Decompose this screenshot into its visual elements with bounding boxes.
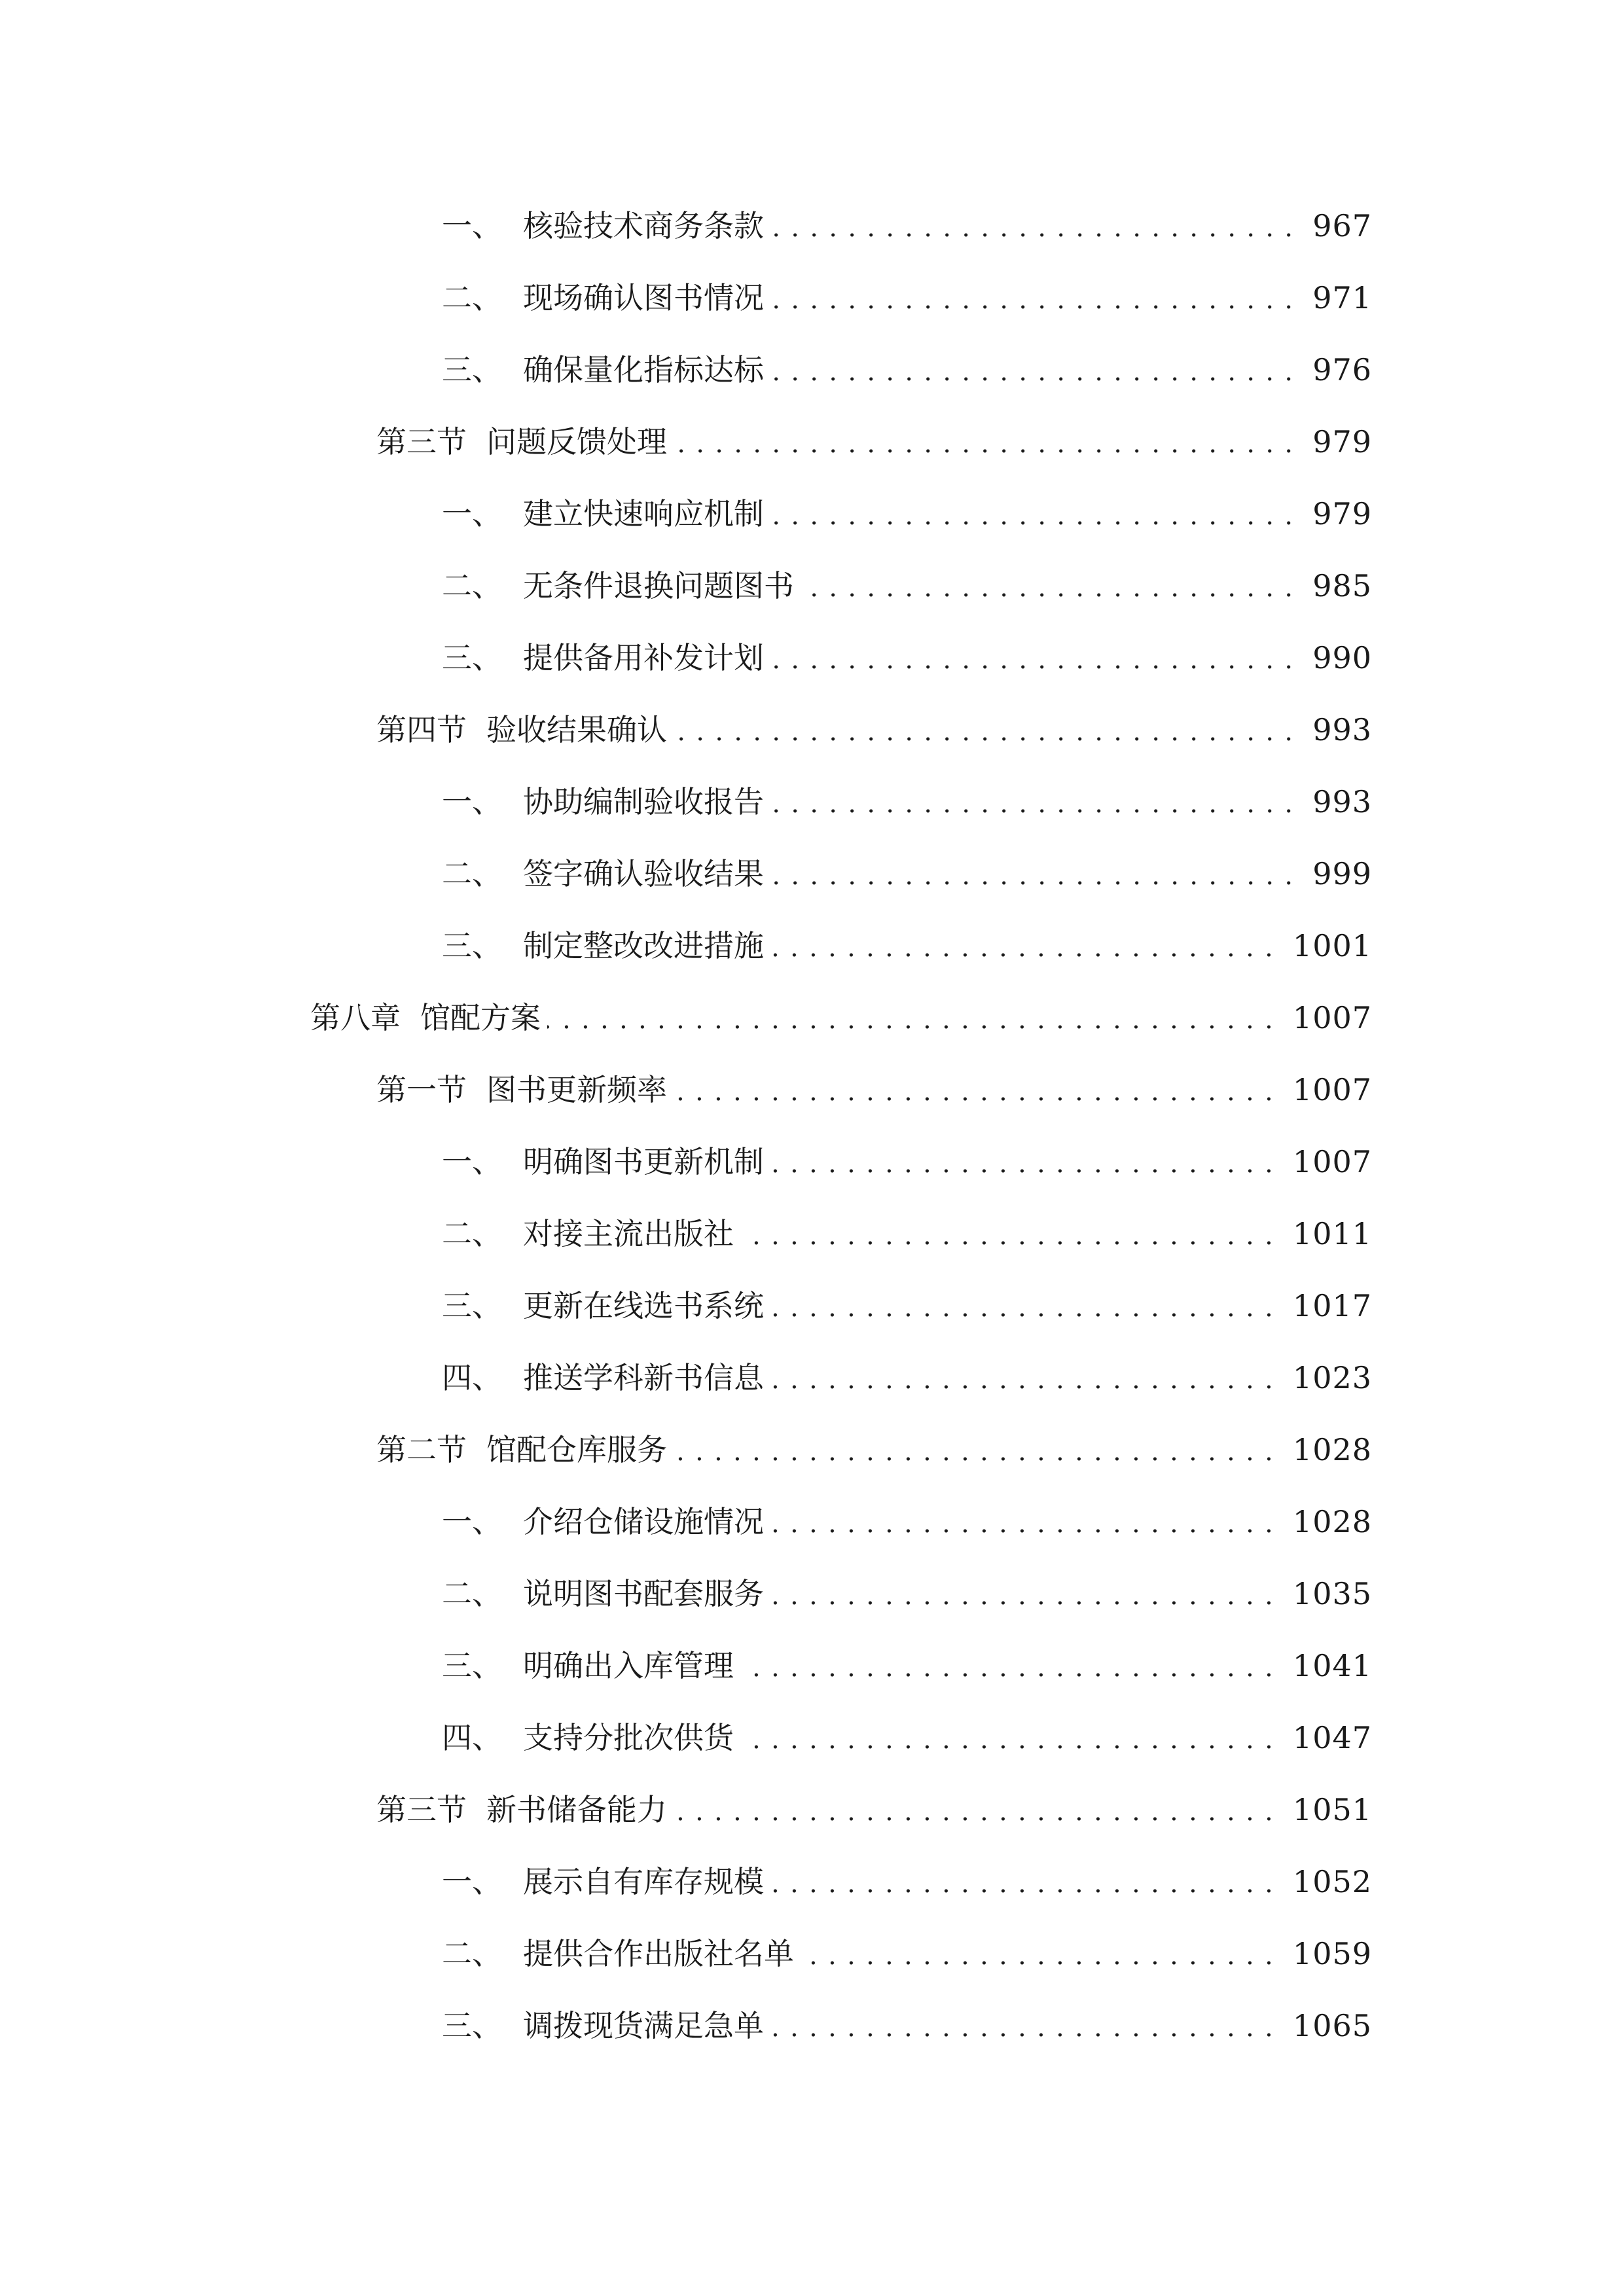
- toc-entry-item[interactable]: [0, 478, 1624, 550]
- toc-entry-label: 第一节: [376, 1072, 467, 1107]
- toc-entry-item[interactable]: [0, 1270, 1624, 1342]
- toc-entry-section[interactable]: [0, 694, 1624, 766]
- toc-entry-item[interactable]: [0, 334, 1624, 406]
- toc-entry-item[interactable]: [0, 550, 1624, 622]
- toc-entry-page-number[interactable]: 993: [1312, 712, 1372, 747]
- toc-entry-title[interactable]: 推送学科新书信息: [523, 1360, 764, 1395]
- toc-entry-title[interactable]: 签字确认验收结果: [523, 856, 764, 891]
- toc-entry-line: [442, 352, 1372, 387]
- toc-entry-section[interactable]: [0, 1414, 1624, 1486]
- dot-leader: [770, 1600, 1278, 1605]
- toc-entry-page-number[interactable]: 979: [1312, 496, 1372, 531]
- toc-entry-label: 二、: [442, 856, 502, 891]
- toc-entry-line: [442, 1720, 1372, 1755]
- toc-entry-line: [442, 2008, 1372, 2043]
- toc-entry-line: [442, 928, 1372, 963]
- toc-entry-page-number[interactable]: 976: [1312, 352, 1372, 387]
- toc-entry-item[interactable]: [0, 910, 1624, 982]
- dot-leader: [770, 1312, 1278, 1318]
- toc-entry-title[interactable]: 调拨现货满足急单: [523, 2008, 764, 2043]
- toc-entry-title[interactable]: 介绍仓储设施情况: [523, 1504, 764, 1539]
- dot-leader: [770, 1888, 1278, 1893]
- toc-entry-page-number[interactable]: 1007: [1292, 1072, 1372, 1107]
- dot-leader: [801, 1960, 1278, 1965]
- toc-entry-label: 三、: [442, 352, 502, 387]
- dot-leader: [740, 1672, 1278, 1677]
- toc-entry-label: 二、: [442, 1936, 502, 1971]
- toc-entry-section[interactable]: [0, 406, 1624, 478]
- toc-entry-page-number[interactable]: 1065: [1292, 2008, 1372, 2043]
- toc-entry-label: 一、: [442, 1864, 502, 1899]
- toc-entry-title[interactable]: 明确图书更新机制: [523, 1144, 764, 1179]
- toc-entry-label: 第八章: [310, 1000, 401, 1035]
- toc-entry-item[interactable]: [0, 622, 1624, 694]
- toc-entry-label: 第四节: [376, 712, 467, 747]
- toc-entry-page-number[interactable]: 1007: [1292, 1000, 1372, 1035]
- toc-entry-title[interactable]: 验收结果确认: [486, 712, 667, 747]
- toc-entry-item[interactable]: [0, 1198, 1624, 1270]
- toc-entry-label: 三、: [442, 928, 502, 963]
- toc-entry-item[interactable]: [0, 1630, 1624, 1702]
- toc-entry-page-number[interactable]: 993: [1312, 784, 1372, 819]
- dot-leader: [801, 592, 1298, 598]
- toc-entry-line: [376, 712, 1372, 747]
- toc-entry-item[interactable]: [0, 1846, 1624, 1918]
- toc-entry-line: [376, 1792, 1372, 1827]
- toc-entry-title[interactable]: 提供合作出版社名单: [523, 1936, 794, 1971]
- toc-entry-chapter[interactable]: [0, 982, 1624, 1054]
- toc-entry-section[interactable]: [0, 1054, 1624, 1126]
- toc-entry-item[interactable]: [0, 1486, 1624, 1558]
- toc-entry-label: 三、: [442, 640, 502, 675]
- toc-entry-label: 四、: [442, 1360, 502, 1395]
- toc-entry-label: 二、: [442, 1576, 502, 1611]
- dot-leader: [547, 1024, 1278, 1030]
- toc-entry-title[interactable]: 确保量化指标达标: [523, 352, 764, 387]
- toc-entry-page-number[interactable]: 1028: [1292, 1504, 1372, 1539]
- dot-leader: [740, 1240, 1278, 1246]
- toc-entry-page-number[interactable]: 1052: [1292, 1864, 1372, 1899]
- toc-entry-item[interactable]: [0, 1342, 1624, 1414]
- toc-entry-title[interactable]: 对接主流出版社: [523, 1216, 734, 1251]
- toc-entry-item[interactable]: [0, 1918, 1624, 1990]
- dot-leader: [770, 880, 1298, 886]
- dot-leader: [770, 304, 1298, 310]
- toc-entry-page-number[interactable]: 1041: [1292, 1648, 1372, 1683]
- toc-entry-line: [376, 1432, 1372, 1467]
- toc-entry-line: [376, 1072, 1372, 1107]
- toc-entry-item[interactable]: [0, 838, 1624, 910]
- toc-entry-line: [376, 424, 1372, 459]
- toc-entry-label: 二、: [442, 1216, 502, 1251]
- toc-entry-line: [442, 1504, 1372, 1539]
- dot-leader: [770, 1528, 1278, 1534]
- dot-leader: [770, 520, 1298, 526]
- toc-entry-title[interactable]: 图书更新频率: [486, 1072, 667, 1107]
- toc-entry-label: 第二节: [376, 1432, 467, 1467]
- toc-entry-label: 四、: [442, 1720, 502, 1755]
- toc-entry-title[interactable]: 提供备用补发计划: [523, 640, 764, 675]
- toc-entry-page-number[interactable]: 1028: [1292, 1432, 1372, 1467]
- dot-leader: [770, 808, 1298, 814]
- toc-entry-item[interactable]: [0, 766, 1624, 838]
- toc-entry-page-number[interactable]: 1017: [1292, 1288, 1372, 1323]
- toc-entry-label: 二、: [442, 568, 502, 603]
- dot-leader: [770, 2032, 1278, 2037]
- toc-entry-line: [442, 208, 1372, 243]
- toc-entry-item[interactable]: [0, 1702, 1624, 1774]
- toc-entry-line: [442, 1288, 1372, 1323]
- dot-leader: [740, 1744, 1278, 1749]
- toc-entry-page-number[interactable]: 1035: [1292, 1576, 1372, 1611]
- toc-entry-title[interactable]: 新书储备能力: [486, 1792, 667, 1827]
- toc-entry-line: [310, 1000, 1372, 1035]
- toc-entry-label: 三、: [442, 1648, 502, 1683]
- toc-entry-title[interactable]: 制定整改改进措施: [523, 928, 764, 963]
- toc-entry-label: 一、: [442, 1504, 502, 1539]
- toc-entry-line: [442, 1576, 1372, 1611]
- toc-entry-label: 一、: [442, 496, 502, 531]
- toc-entry-line: [442, 640, 1372, 675]
- dot-leader: [770, 376, 1298, 382]
- toc-entry-line: [442, 1360, 1372, 1395]
- toc-entry-item[interactable]: [0, 1126, 1624, 1198]
- toc-entry-label: 一、: [442, 208, 502, 243]
- toc-entry-label: 第三节: [376, 1792, 467, 1827]
- toc-entry-title[interactable]: 展示自有库存规模: [523, 1864, 764, 1899]
- toc-entry-title[interactable]: 核验技术商务条款: [523, 208, 764, 243]
- toc-entry-label: 三、: [442, 1288, 502, 1323]
- toc-entry-title[interactable]: 说明图书配套服务: [523, 1576, 764, 1611]
- toc-entry-item[interactable]: [0, 1558, 1624, 1630]
- toc-entry-title[interactable]: 更新在线选书系统: [523, 1288, 764, 1323]
- toc-entry-line: [442, 1648, 1372, 1683]
- toc-entry-title[interactable]: 协助编制验收报告: [523, 784, 764, 819]
- dot-leader: [674, 736, 1298, 742]
- toc-entry-line: [442, 496, 1372, 531]
- toc-entry-page-number[interactable]: 1001: [1292, 928, 1372, 963]
- toc-entry-item[interactable]: [0, 1990, 1624, 2062]
- toc-entry-page-number[interactable]: 1051: [1292, 1792, 1372, 1827]
- toc-entry-page-number[interactable]: 967: [1312, 208, 1372, 243]
- dot-leader: [674, 1816, 1278, 1821]
- toc-entry-page-number[interactable]: 979: [1312, 424, 1372, 459]
- toc-entry-line: [442, 1216, 1372, 1251]
- toc-entry-item[interactable]: [0, 190, 1624, 262]
- toc-entry-title[interactable]: 问题反馈处理: [486, 424, 667, 459]
- toc-entry-section[interactable]: [0, 1774, 1624, 1846]
- toc-entry-line: [442, 856, 1372, 891]
- toc-entry-title[interactable]: 明确出入库管理: [523, 1648, 734, 1683]
- table-of-contents: [0, 190, 1624, 2062]
- dot-leader: [770, 232, 1298, 238]
- toc-entry-page-number[interactable]: 1023: [1292, 1360, 1372, 1395]
- toc-entry-label: 第三节: [376, 424, 467, 459]
- toc-entry-label: 一、: [442, 1144, 502, 1179]
- toc-entry-page-number[interactable]: 990: [1312, 640, 1372, 675]
- dot-leader: [770, 952, 1278, 958]
- toc-entry-title[interactable]: 无条件退换问题图书: [523, 568, 794, 603]
- dot-leader: [770, 1384, 1278, 1390]
- toc-entry-label: 一、: [442, 784, 502, 819]
- toc-entry-line: [442, 784, 1372, 819]
- toc-entry-line: [442, 280, 1372, 315]
- toc-entry-title[interactable]: 支持分批次供货: [523, 1720, 734, 1755]
- toc-entry-line: [442, 1864, 1372, 1899]
- toc-entry-line: [442, 1936, 1372, 1971]
- toc-entry-title[interactable]: 馆配方案: [420, 1000, 541, 1035]
- dot-leader: [674, 1456, 1278, 1462]
- toc-entry-title[interactable]: 馆配仓库服务: [486, 1432, 667, 1467]
- toc-entry-label: 三、: [442, 2008, 502, 2043]
- toc-entry-page-number[interactable]: 1011: [1292, 1216, 1372, 1251]
- toc-entry-title[interactable]: 现场确认图书情况: [523, 280, 764, 315]
- toc-entry-line: [442, 1144, 1372, 1179]
- toc-entry-page-number[interactable]: 1047: [1292, 1720, 1372, 1755]
- toc-entry-page-number[interactable]: 999: [1312, 856, 1372, 891]
- toc-entry-page-number[interactable]: 971: [1312, 280, 1372, 315]
- toc-entry-title[interactable]: 建立快速响应机制: [523, 496, 764, 531]
- dot-leader: [770, 664, 1298, 670]
- toc-entry-label: 二、: [442, 280, 502, 315]
- toc-entry-line: [442, 568, 1372, 603]
- dot-leader: [674, 448, 1298, 454]
- dot-leader: [674, 1096, 1278, 1102]
- toc-entry-page-number[interactable]: 1007: [1292, 1144, 1372, 1179]
- toc-entry-item[interactable]: [0, 262, 1624, 334]
- toc-entry-page-number[interactable]: 985: [1312, 568, 1372, 603]
- dot-leader: [770, 1168, 1278, 1174]
- toc-entry-page-number[interactable]: 1059: [1292, 1936, 1372, 1971]
